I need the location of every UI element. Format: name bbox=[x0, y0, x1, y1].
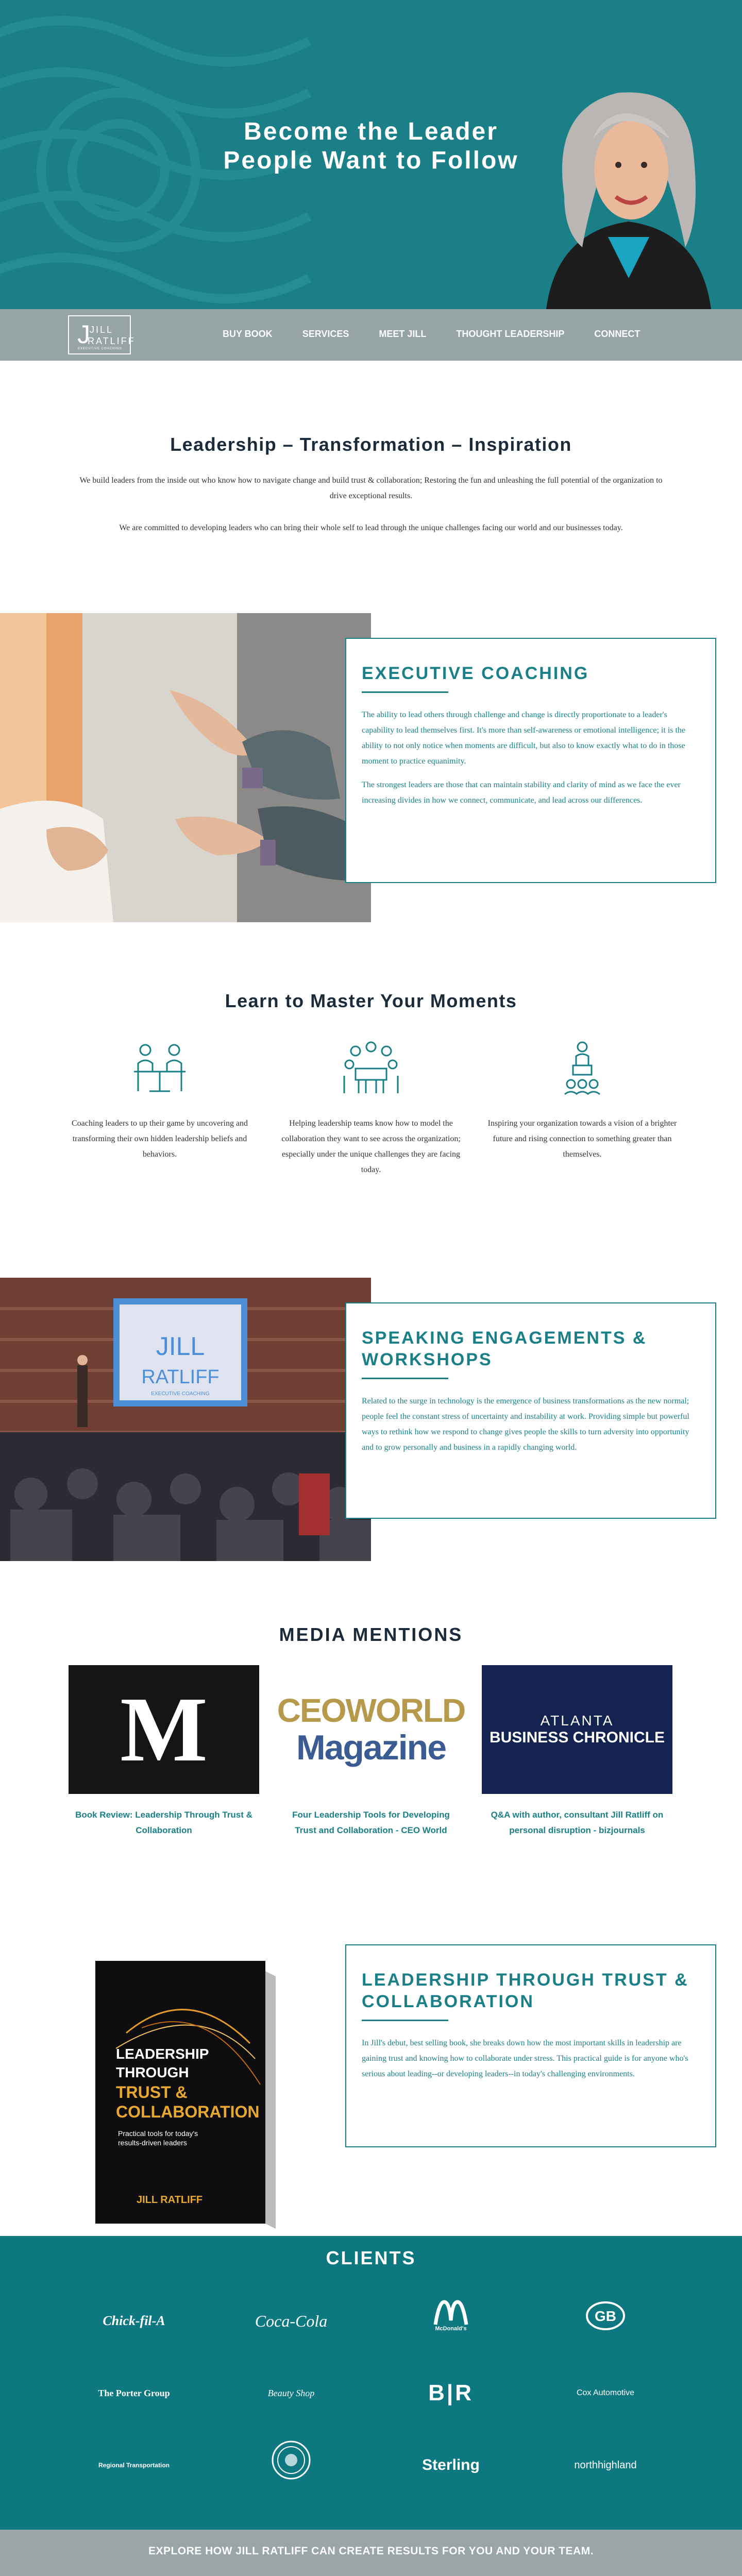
client-logo-text: McDonald's bbox=[435, 2326, 467, 2332]
cover-title-line4: COLLABORATION bbox=[116, 2103, 260, 2121]
nav-item-connect[interactable]: CONNECT bbox=[594, 329, 640, 339]
media-mentions-heading: MEDIA MENTIONS bbox=[279, 1624, 463, 1645]
clients-heading: CLIENTS bbox=[326, 2247, 416, 2268]
speaking-engagements-heading: SPEAKING ENGAGEMENTS & WORKSHOPS bbox=[362, 1328, 647, 1369]
hero-banner bbox=[0, 0, 742, 309]
client-logo-beauty-shop bbox=[240, 2375, 343, 2411]
golden-arches-icon bbox=[433, 2300, 469, 2326]
nav-item-services[interactable]: SERVICES bbox=[302, 329, 349, 339]
intro-paragraph-1: We build leaders from the inside out who know how to navigate change and build trust & collaboration; Restoring the fun and unleashing the full potential of the organization to drive exceptional results. bbox=[79, 476, 663, 500]
cover-title-line2: THROUGH bbox=[116, 2064, 189, 2080]
executive-coaching-heading: EXECUTIVE COACHING bbox=[362, 664, 589, 683]
speaking-engagements-card bbox=[345, 1302, 716, 1519]
team-collaboration-icon bbox=[340, 1040, 402, 1096]
client-logo-text: Sterling bbox=[422, 2456, 480, 2473]
feature-inspiring bbox=[484, 1040, 680, 1162]
screen-logo-tagline: EXECUTIVE COACHING bbox=[151, 1391, 210, 1397]
book-cover-image[interactable] bbox=[95, 1961, 276, 2229]
nav-item-thought-leadership[interactable]: THOUGHT LEADERSHIP bbox=[456, 329, 565, 339]
abc-logo-line2: BUSINESS CHRONICLE bbox=[489, 1729, 665, 1746]
coaching-photo bbox=[0, 613, 371, 922]
seal-emblem-icon bbox=[271, 2439, 312, 2481]
hero-portrait-image bbox=[515, 62, 742, 309]
client-logo-text: B|R bbox=[428, 2380, 474, 2405]
intro-section bbox=[0, 361, 742, 613]
logo-tagline: EXECUTIVE COACHING bbox=[77, 347, 122, 350]
cover-title-line3: TRUST & bbox=[116, 2083, 188, 2102]
logo-jill-text: JILL bbox=[90, 325, 114, 335]
client-logo-cox-automotive bbox=[554, 2375, 657, 2411]
heading-underline bbox=[362, 1378, 448, 1379]
client-logo-text: The Porter Group bbox=[98, 2387, 170, 2398]
ceoworld-logo-line2: Magazine bbox=[296, 1728, 446, 1767]
client-logo-text: GB bbox=[595, 2308, 616, 2324]
media-card-medium bbox=[69, 1665, 259, 1838]
media-link-book-review[interactable]: Book Review: Leadership Through Trust & Collaboration bbox=[75, 1810, 252, 1835]
nav-item-buy-book[interactable]: BUY BOOK bbox=[223, 329, 273, 339]
client-logo-text: northhighland bbox=[574, 2459, 637, 2471]
nav-item-meet-jill[interactable]: MEET JILL bbox=[379, 329, 427, 339]
client-logo-seal bbox=[240, 2442, 343, 2478]
client-logo-text: Cox Automotive bbox=[576, 2388, 635, 2397]
cover-author: JILL RATLIFF bbox=[137, 2194, 203, 2206]
logo-j-mark: J bbox=[77, 320, 90, 349]
ceoworld-logo bbox=[276, 1665, 466, 1794]
abc-logo-line1: ATLANTA bbox=[540, 1713, 614, 1728]
client-logo-text: Chick-fil-A bbox=[103, 2313, 165, 2328]
heading-underline bbox=[362, 2020, 448, 2021]
book-paragraph-1: In Jill's debut, best selling book, she breaks down how the most important skills in leadership are gaining trust and knowing how to collaborate under stress. This practical guide is for anyone who's serious about leading--or developing leaders--in today's challenging environments. bbox=[362, 2039, 688, 2078]
screen-logo-jill: JILL bbox=[156, 1332, 205, 1361]
cover-subtitle-line2: results-driven leaders bbox=[118, 2139, 187, 2147]
feature-coaching bbox=[62, 1040, 258, 1162]
client-logo-packers bbox=[554, 2298, 657, 2334]
site-logo[interactable] bbox=[68, 315, 136, 354]
executive-coaching-card bbox=[345, 638, 716, 883]
client-logo-text: Beauty Shop bbox=[267, 2387, 315, 2398]
book-card bbox=[345, 1944, 716, 2147]
clients-section bbox=[0, 2236, 742, 2530]
client-logo-porter-group bbox=[82, 2375, 185, 2411]
packers-oval-icon bbox=[585, 2300, 626, 2331]
master-moments-section bbox=[0, 922, 742, 1278]
hero-headline-line1: Become the Leader bbox=[244, 118, 498, 145]
coaching-paragraph-1: The ability to lead others through challenge and change is directly proportionate to a leader's capability to lead themselves first. It's more than self-awareness or emotional intelligence; it is the ability to not only notice when moments are difficult, but also to know exactly what to do in those moment to practice equanimity. bbox=[362, 710, 686, 766]
logo-ratliff-text: RATLIFF bbox=[88, 336, 136, 346]
footer-cta-text: EXPLORE HOW JILL RATLIFF CAN CREATE RESULTS FOR YOU AND YOUR TEAM. bbox=[148, 2545, 594, 2557]
heading-underline bbox=[362, 691, 448, 693]
hero-headline-line2: People Want to Follow bbox=[223, 147, 519, 174]
feature-inspiring-text: Inspiring your organization towards a vision of a brighter future and rising connection to something greater than themselves. bbox=[487, 1119, 677, 1159]
media-card-ceoworld bbox=[276, 1665, 466, 1838]
client-logo-mcdonalds bbox=[399, 2298, 502, 2334]
medium-m-mark: M bbox=[120, 1678, 208, 1781]
master-moments-heading: Learn to Master Your Moments bbox=[225, 990, 517, 1011]
book-heading: LEADERSHIP THROUGH TRUST & COLLABORATION bbox=[362, 1970, 689, 2011]
speaker-audience-icon bbox=[551, 1040, 613, 1096]
media-card-atlanta-business bbox=[482, 1665, 672, 1838]
medium-logo bbox=[69, 1665, 259, 1794]
feature-coaching-text: Coaching leaders to up their game by uncovering and transforming their own hidden leadership beliefs and behaviors. bbox=[71, 1119, 248, 1159]
client-logo-sterling bbox=[399, 2447, 502, 2483]
book-section bbox=[0, 1922, 742, 2236]
client-logo-coca-cola bbox=[240, 2303, 343, 2339]
coaching-paragraph-2: The strongest leaders are those that can maintain stability and clarity of mind as we face the ever increasing divides in how we connect, communicate, and lead across our differences. bbox=[362, 781, 681, 805]
cover-title-line1: LEADERSHIP bbox=[116, 2046, 209, 2062]
screen-logo-ratliff: RATLIFF bbox=[141, 1366, 220, 1388]
client-logo-br bbox=[399, 2375, 502, 2411]
main-navigation bbox=[0, 309, 742, 361]
client-logo-text: Coca-Cola bbox=[255, 2311, 328, 2330]
meeting-people-icon bbox=[129, 1040, 191, 1096]
media-mentions-section bbox=[0, 1566, 742, 1922]
executive-coaching-section bbox=[0, 613, 742, 922]
cover-subtitle-line1: Practical tools for today's bbox=[118, 2129, 198, 2138]
client-logo-regional bbox=[82, 2447, 185, 2483]
speaking-paragraph-1: Related to the surge in technology is the emergence of business transformations as the new normal; people feel the constant stress of uncertainty and instability at work. Providing simple but powerful ways to rethink how we respond to change gives people the skills to turn adversity into opportunity and to grow personally and business in a rapidly changing world. bbox=[362, 1397, 689, 1452]
speaking-event-photo bbox=[0, 1278, 371, 1561]
client-logo-north-highland bbox=[554, 2447, 657, 2483]
ceoworld-logo-line1: CEOWORLD bbox=[277, 1692, 465, 1729]
intro-heading: Leadership – Transformation – Inspiration bbox=[170, 434, 572, 455]
client-logo-text: Regional Transportation bbox=[98, 2462, 170, 2469]
media-link-bizjournals[interactable]: Q&A with author, consultant Jill Ratliff on personal disruption - bizjournals bbox=[491, 1810, 664, 1835]
client-logo-chick-fil-a bbox=[82, 2303, 185, 2339]
feature-teams-text: Helping leadership teams know how to model the collaboration they want to see across the organization; especially under the unique challenges they are facing today. bbox=[281, 1119, 461, 1174]
atlanta-business-chronicle-logo bbox=[482, 1665, 672, 1794]
speaking-engagements-section bbox=[0, 1278, 742, 1566]
feature-teams bbox=[273, 1040, 469, 1178]
media-link-ceo-world[interactable]: Four Leadership Tools for Developing Trust and Collaboration - CEO World bbox=[292, 1810, 450, 1835]
site-footer bbox=[0, 2530, 742, 2576]
nav-menu bbox=[223, 329, 670, 340]
intro-paragraph-2: We are committed to developing leaders who can bring their whole self to lead through the unique challenges facing our world and our businesses today. bbox=[119, 523, 623, 532]
